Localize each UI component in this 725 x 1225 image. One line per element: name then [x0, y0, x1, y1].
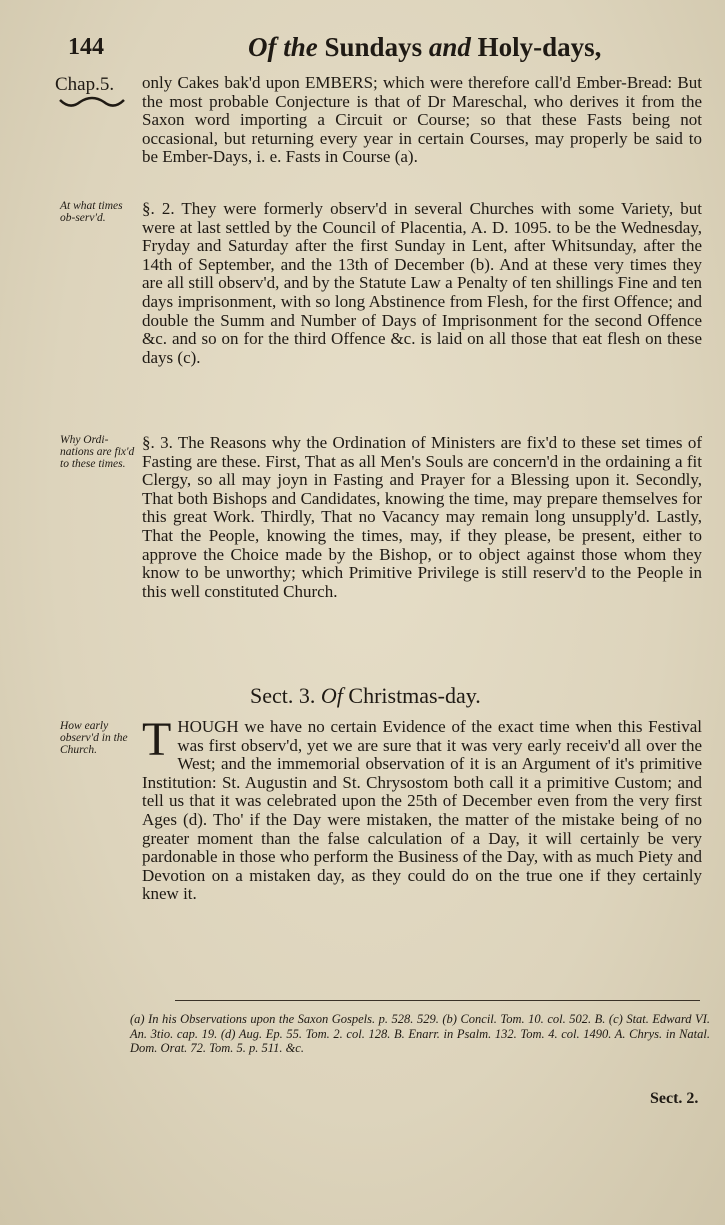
paragraph-ember-days [142, 74, 702, 167]
footnote-divider [175, 1000, 700, 1001]
paragraph-christmas [142, 713, 702, 904]
running-title-and: and [428, 32, 471, 62]
running-title-of: Of the [248, 32, 318, 62]
running-title-main: Sundays [317, 32, 429, 62]
catchword: Sect. 2. [650, 1090, 699, 1107]
paragraph-text: only Cakes bak'd upon EMBERS; which were therefore call'd Ember-Bread: But the most probable Conjecture is that of Dr Mareschal, who derives it from the Saxon word importing a Circuit or Course; so that these Fasts being not occasional, but returning every year in certain Courses, may properly be said to be Ember-Days, i. e. Fasts in Course (a). [142, 73, 702, 167]
paragraph-section-2 [142, 200, 702, 367]
section-of: Of [320, 683, 343, 708]
running-title-end: Holy-days, [470, 32, 602, 62]
section-heading [250, 683, 481, 709]
margin-note-why-ordinations: Why Ordi-nations are fix'd to these times. [60, 434, 135, 470]
chapter-label: Chap.5. [55, 74, 115, 95]
drop-cap: T [142, 713, 172, 766]
paragraph-text: §. 2. They were formerly observ'd in several Churches with some Variety, but were at last settled by the Council of Placentia, A. D. 1095. to be the Wednesday, Fryday and Saturday after the first Sunday in Lent, after Whitsunday, after the 14th of September, and the 13th of December (b). And at these very times they are all still observ'd, and by the Statute Law a Penalty of ten shillings Fine and ten days imprisonment, with so long Abstinence from Flesh, for the first Offence; and double the Summ and Number of Days of Imprisonment for the second Offence &c. and so on for the third Offence &c. is laid on all those that eat flesh on these days (c). [142, 199, 702, 367]
running-title [248, 32, 601, 63]
paragraph-text: HOUGH we have no certain Evidence of the exact time when this Festival was first observ'd, yet we are sure that it was very early receiv'd all over the West; and the immemorial observation of it is an Argument of it's primitive Institution: St. Augustin and St. Chrysostom both call it a primitive Custom; and tell us that it was celebrated upon the 25th of December even from the very first Ages (d). Tho' if the Day were mistaken, the matter of the mistake being of no greater moment than the false calculation of a Day, it will certainly be very pardonable in those who perform the Business of the Day, with as much Piety and Devotion on a mistaken day, as they could do on the true one if they certainly knew it. [142, 717, 702, 904]
margin-note-at-what-times: At what times ob-serv'd. [60, 200, 123, 224]
section-label: Sect. 3. [250, 683, 321, 708]
section-title: Christmas-day. [342, 683, 481, 708]
footnote: (a) In his Observations upon the Saxon Gospels. p. 528. 529. (b) Concil. Tom. 10. col. 502. B. (c) Stat. Edward VI. An. 3tio. cap. 19. (d) Aug. Ep. 55. Tom. 2. col. 128. B. Enarr. in Psalm. 132. Tom. 4. col. 1490. A. Chrys. in Natal. Dom. Orat. 72. Tom. 5. p. 511. &c. [130, 1012, 710, 1055]
margin-note-how-early: How early observ'd in the Church. [60, 720, 128, 756]
running-header [68, 34, 698, 68]
paragraph-section-3 [142, 434, 702, 601]
ornament-icon [58, 96, 126, 110]
paragraph-text: §. 3. The Reasons why the Ordination of Ministers are fix'd to these set times of Fasting are these. First, That as all Men's Souls are concern'd in the ordaining a fit Clergy, so all may joyn in Fasting and Prayer for a Blessing upon it. Secondly, That both Bishops and Candidates, knowing the time, may prepare themselves for this great Work. Thirdly, That no Vacancy may remain long unsupply'd. Lastly, That the People, knowing the times, may, if they please, be present, either to approve the Choice made by the Bishop, or to object against those whom they know to be unworthy; which Primitive Privilege is still reserv'd to the People in this well constituted Church. [142, 433, 702, 601]
page-number: 144 [68, 34, 104, 60]
